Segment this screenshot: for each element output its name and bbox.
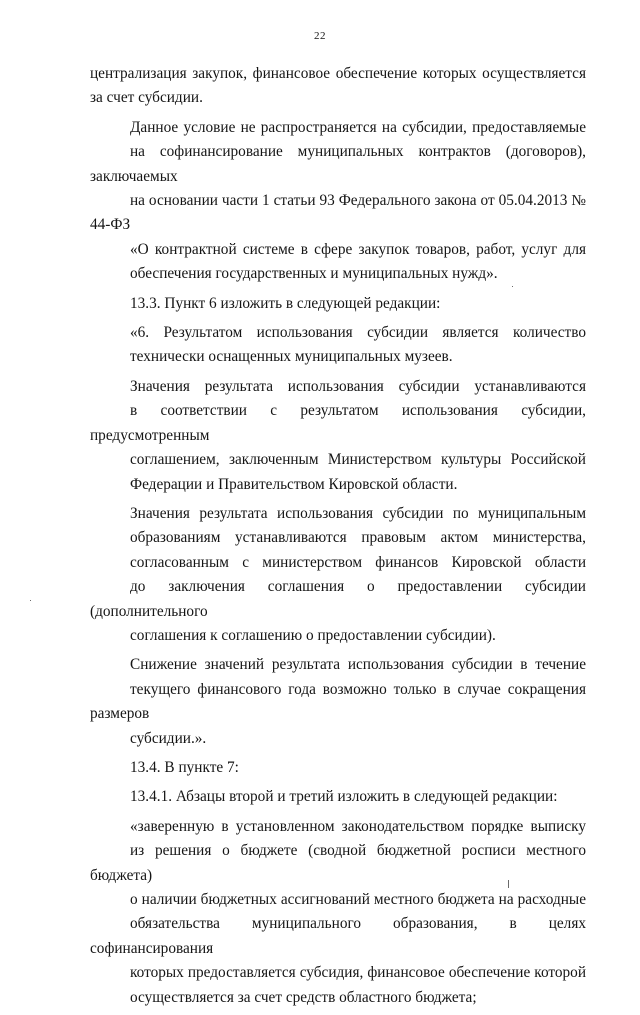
paragraph xyxy=(90,321,586,370)
text-line: текущего финансового года возможно только в случае сокращения размеров xyxy=(90,680,586,723)
text-line: на основании части 1 статьи 93 Федерального закона от 05.04.2013 № 44-ФЗ xyxy=(90,192,586,234)
text-line: из решения о бюджете (сводной бюджетной росписи местного бюджета) xyxy=(90,842,586,884)
document-body xyxy=(90,62,586,1015)
text-line: согласованным с министерством финансов Кировской области xyxy=(130,553,586,571)
text-line: «О контрактной системе в сфере закупок товаров, работ, услуг для xyxy=(130,240,586,258)
paragraph xyxy=(90,292,586,316)
scan-speck xyxy=(508,880,509,888)
scan-speck xyxy=(512,286,513,287)
text-line: «заверенную в установленном законодательством порядке выписку xyxy=(130,817,586,835)
text-line: Федерации и Правительством Кировской области. xyxy=(130,475,458,493)
text-line: централизация закупок, финансовое обеспечение которых осуществляется xyxy=(90,65,586,82)
text-line: 13.4.1. Абзацы второй и третий изложить в следующей редакции: xyxy=(130,788,558,806)
text-line: Значения результата использования субсидии устанавливаются xyxy=(130,377,586,395)
text-line: «6. Результатом использования субсидии является количество xyxy=(130,324,586,342)
paragraph xyxy=(90,375,586,497)
text-line: обеспечения государственных и муниципальных нужд». xyxy=(130,265,498,283)
paragraph xyxy=(90,653,586,751)
text-line: до заключения соглашения о предоставлении субсидии (дополнительного xyxy=(90,578,586,620)
paragraph xyxy=(90,815,586,1010)
text-line: о наличии бюджетных ассигнований местного бюджета на расходные xyxy=(130,891,586,908)
paragraph xyxy=(90,756,586,780)
text-line: Значения результата использования субсидии по муниципальным xyxy=(130,504,586,522)
text-line: обязательства муниципального образования, в целях софинансирования xyxy=(90,915,586,957)
text-line: Данное условие не распространяется на субсидии, предоставляемые xyxy=(130,118,586,136)
text-line: за счет субсидии. xyxy=(90,89,203,107)
text-line: Снижение значений результата использования субсидии в течение xyxy=(130,656,586,674)
text-line: на софинансирование муниципальных контрактов (договоров), заключаемых xyxy=(90,143,586,185)
text-line: в соответствии с результатом использования субсидии, предусмотренным xyxy=(90,402,586,444)
text-line: 13.4. В пункте 7: xyxy=(130,758,239,776)
paragraph xyxy=(90,502,586,648)
text-line: соглашением, заключенным Министерством культуры Российской xyxy=(130,451,586,469)
text-line: субсидии.». xyxy=(130,729,207,747)
scan-speck xyxy=(30,600,31,601)
text-line: которых предоставляется субсидия, финансовое обеспечение которой xyxy=(130,964,586,982)
text-line: соглашения к соглашению о предоставлении субсидии). xyxy=(130,626,496,644)
paragraph xyxy=(90,785,586,809)
page-number: 22 xyxy=(314,30,326,42)
paragraph xyxy=(90,116,586,287)
text-line: образованиям устанавливаются правовым актом министерства, xyxy=(130,529,586,547)
text-line: 13.3. Пункт 6 изложить в следующей редакции: xyxy=(130,294,441,312)
text-line: осуществляется за счет средств областного бюджета; xyxy=(130,988,477,1006)
paragraph xyxy=(90,62,586,111)
text-line: технически оснащенных муниципальных музеев. xyxy=(130,348,453,366)
